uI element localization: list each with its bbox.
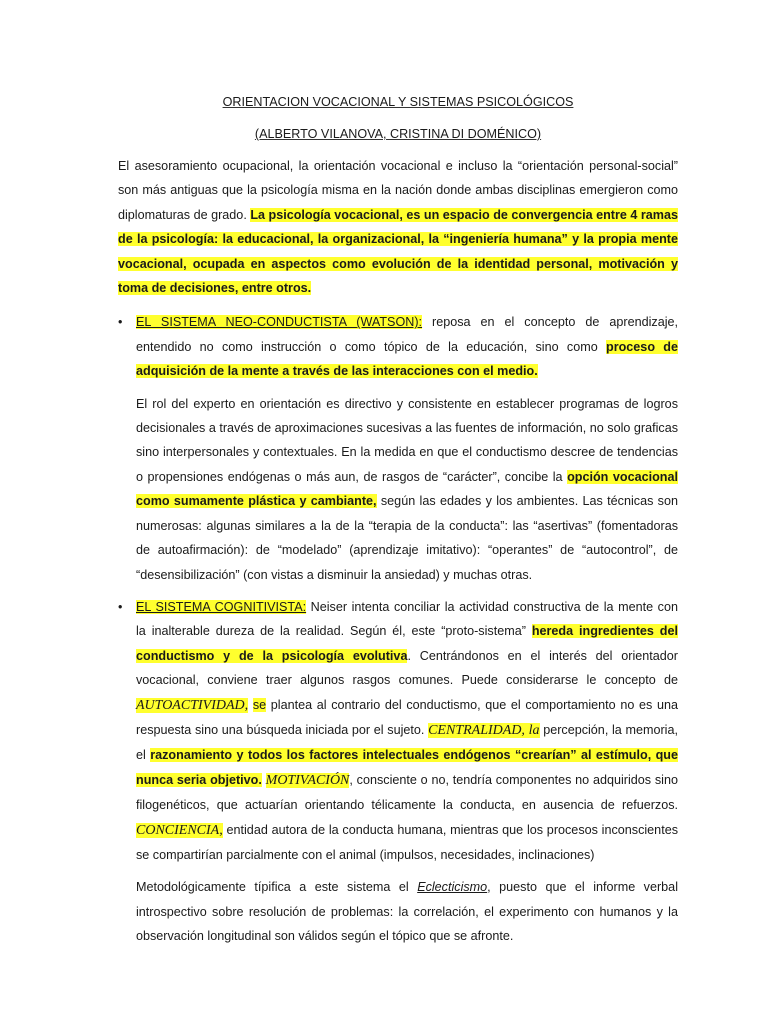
section1-heading: EL SISTEMA NEO-CONDUCTISTA (WATSON): xyxy=(136,315,423,330)
section2-paragraph-2 xyxy=(118,875,678,948)
eclecticismo-term: Eclecticismo xyxy=(417,880,488,895)
section2-text-3: plantea al contrario del conductismo, que el comportamiento no es una respuesta sino una búsqueda iniciada por el sujeto. xyxy=(136,697,678,737)
intro-paragraph xyxy=(118,154,678,300)
keyword-autoactividad: AUTOACTIVIDAD, xyxy=(136,697,249,713)
keyword-centralidad: CENTRALIDAD, la xyxy=(428,722,540,738)
section1-p2-highlight: opción vocacional como sumamente plástica y cambiante, xyxy=(136,469,678,509)
bullet-icon: • xyxy=(118,315,123,330)
keyword-conciencia: CONCIENCIA, xyxy=(136,822,223,838)
section2-text-7: entidad autora de la conducta humana, mientras que los procesos inconscientes se compartirían parcialmente con el animal (impulsos, necesidades, inclinaciones) xyxy=(136,822,678,862)
section2-text-6: , consciente o no, tendría componentes no adquiridos sino filogenéticos, que actuarían orientando télicamente la conducta, en ausencia de refuerzos. xyxy=(136,772,678,813)
section2-paragraph xyxy=(136,595,678,867)
keyword-motivacion: MOTIVACIÓN xyxy=(265,772,350,788)
section2-text-2: . Centrándonos en el interés del orientador vocacional, conviene traer algunos rasgos comunes. Puede considerarse le concepto de xyxy=(136,648,678,688)
section2-heading: EL SISTEMA COGNITIVISTA: xyxy=(136,599,307,614)
section1-paragraph-2 xyxy=(118,392,678,587)
section1-highlight: proceso de adquisición de la mente a través de las interacciones con el medio. xyxy=(136,339,679,379)
section2-text-1: Neiser intenta conciliar la actividad constructiva de la mente con la inalterable dureza de la realidad. Según él, este “proto-sistema” xyxy=(136,599,678,639)
document-subtitle: (ALBERTO VILANOVA, CRISTINA DI DOMÉNICO) xyxy=(254,127,542,141)
section-cognitivista xyxy=(118,595,678,867)
section1-paragraph xyxy=(136,310,678,383)
bullet-icon: • xyxy=(118,599,123,614)
section1-p2-text-b: según las edades y los ambientes. Las técnicas son numerosas: algunas similares a la de la “terapia de la conducta”: las “asertivas” (fomentadoras de autoafirmación): de “modelado” (aprendizaje imitativo): “operantes” de “autocontrol”, de “desensibilización” (con vistas a disminuir la ansiedad) y muchas otras. xyxy=(136,494,678,582)
keyword-autoactividad-tail: se xyxy=(252,697,267,712)
intro-text: El asesoramiento ocupacional, la orientación vocacional e incluso la “orientación personal-social” son más antiguas que la psicología misma en la nación donde ambas disciplinas emergieron como diplomaturas de grado. xyxy=(118,159,678,222)
section2-text-4: percepción, la memoria, el xyxy=(136,722,678,763)
section-neo-conductista xyxy=(118,310,678,383)
document-title: ORIENTACION VOCACIONAL Y SISTEMAS PSICOLÓGICOS xyxy=(222,95,574,109)
section1-text: reposa en el concepto de aprendizaje, entendido no como instrucción o como tópico de la educación, sino como xyxy=(136,315,678,354)
intro-highlight: La psicología vocacional, es un espacio de convergencia entre 4 ramas de la psicología: la educacional, la organizacional, la “ingeniería humana” y la propia mente vocacional, ocupada en aspectos como evolución de la identidad personal, motivación y toma de decisiones, entre otros. xyxy=(118,207,678,296)
section2-highlight-2: razonamiento y todos los factores intelectuales endógenos “crearían” al estímulo, que nunca seria objetivo. xyxy=(136,748,679,787)
section2-p2-text-a: Metodológicamente típifica a este sistema el xyxy=(136,880,418,895)
section1-p2-text-a: El rol del experto en orientación es directivo y consistente en establecer programas de logros decisionales a través de aproximaciones sucesivas a las fuentes de información, no solo graficas sino interpersonales y contextuales. En la medida en que el conductismo descree de tendencias o propensiones endógenas o más aun, de rasgos de “carácter”, concibe la xyxy=(136,396,678,484)
section2-highlight-1: hereda ingredientes del conductismo y de la psicología evolutiva xyxy=(136,624,678,663)
section2-p2-text-b: , puesto que el informe verbal introspectivo sobre resolución de problemas: la correlación, el experimento con humanos y la observación longitudinal son válidos según el tópico que se afronte. xyxy=(136,880,678,944)
